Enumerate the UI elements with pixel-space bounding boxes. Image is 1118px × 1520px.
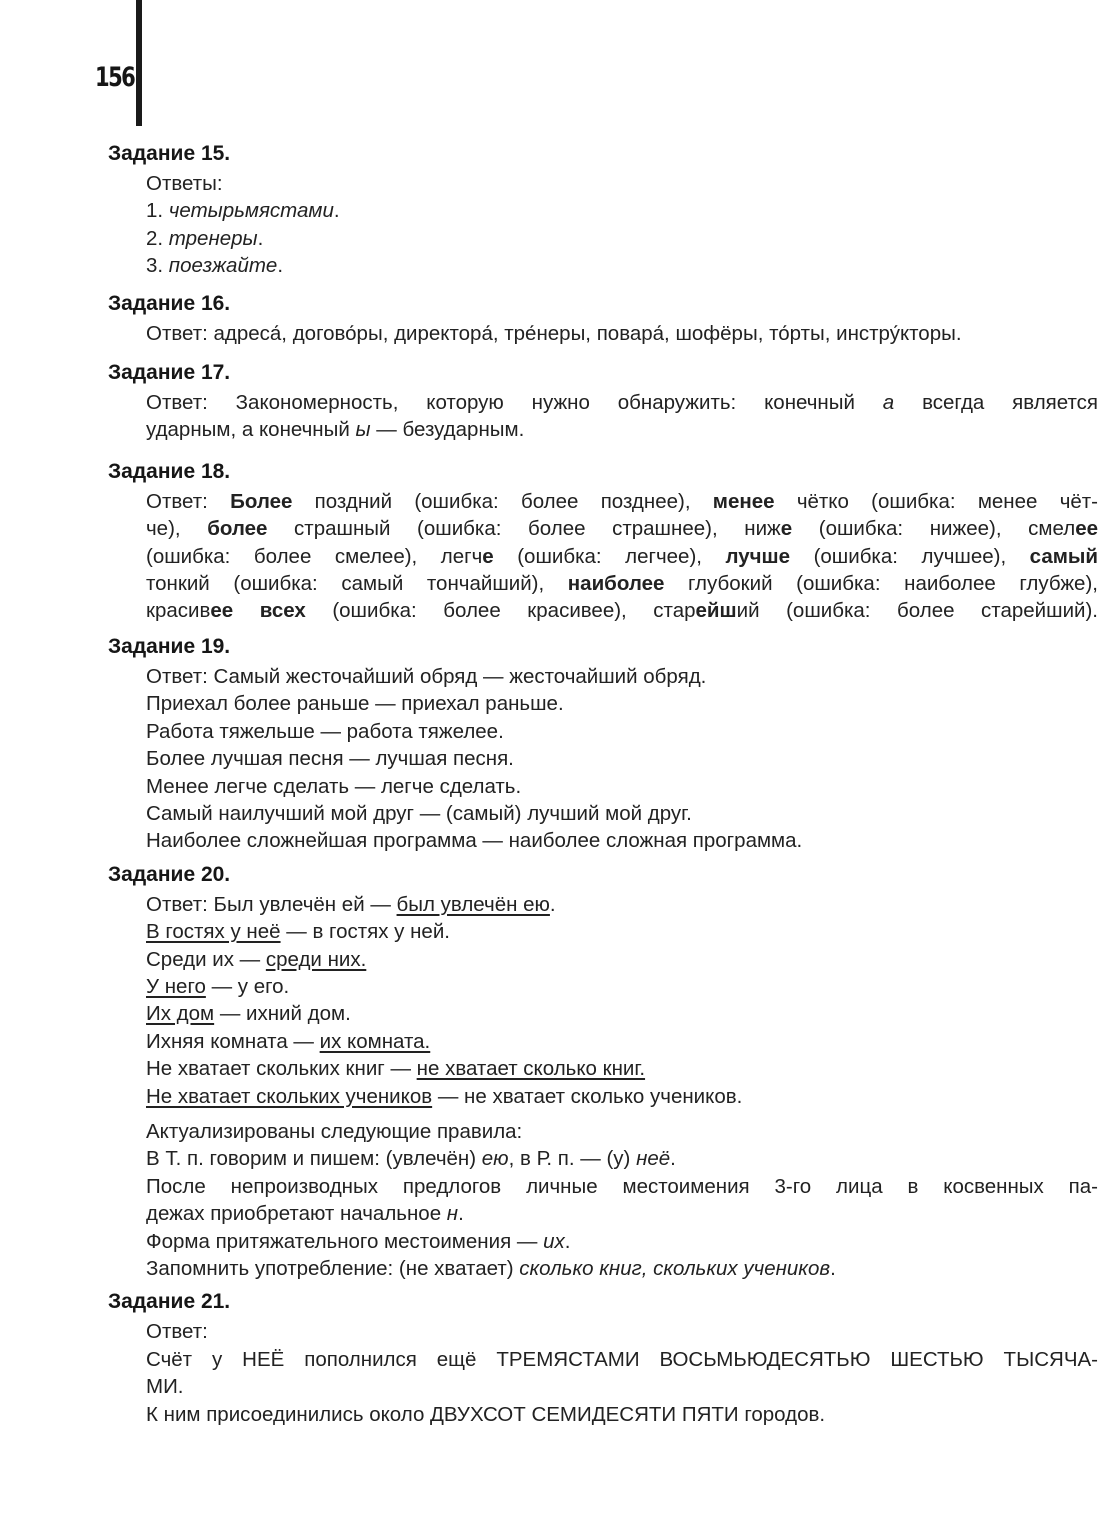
task-16-title: Задание 16.	[108, 291, 231, 315]
task-18-line-4: тонкий (ошибка: самый тончайший), наиболее глубокий (ошибка: наиболее глубже),	[146, 572, 1098, 596]
list-item: 1. четырьмястами.	[146, 199, 340, 223]
task-21-line-3: К ним присоединились около ДВУХСОТ СЕМИДЕСЯТИ ПЯТИ городов.	[146, 1402, 826, 1426]
task-17-line-2: ударным, а конечный ы — безударным.	[146, 418, 525, 442]
task-16-body	[146, 320, 1098, 347]
list-item: Не хватает скольких учеников — не хватает сколько учеников.	[146, 1084, 743, 1108]
rule-line: Форма притяжательного местоимения — их.	[146, 1229, 571, 1253]
task-21-body	[146, 1318, 1098, 1428]
task-21-intro: Ответ:	[146, 1320, 208, 1344]
task-17-body	[146, 389, 1098, 444]
task-17	[108, 359, 1098, 444]
task-20-rules-intro: Актуализированы следующие правила:	[146, 1119, 523, 1143]
task-15-title: Задание 15.	[108, 142, 231, 165]
list-item: Работа тяжельше — работа тяжелее.	[146, 719, 504, 743]
list-item: Их дом — ихний дом.	[146, 1002, 351, 1026]
list-item: Самый наилучший мой друг — (самый) лучший мой друг.	[146, 801, 692, 825]
task-18-line-1: Ответ: Более поздний (ошибка: более позднее), менее чётко (ошибка: менее чёт-	[146, 489, 1098, 513]
task-20-title: Задание 20.	[108, 862, 231, 886]
rule-line: дежах приобретают начальное н.	[146, 1202, 464, 1226]
list-item: Приехал более раньше — приехал раньше.	[146, 692, 564, 716]
list-item: У него — у его.	[146, 974, 290, 998]
task-19-title: Задание 19.	[108, 634, 231, 658]
list-item: Ответ: Был увлечён ей — был увлечён ею.	[146, 892, 556, 916]
task-21-line-2: МИ.	[146, 1375, 184, 1399]
task-16-answer: Ответ: адреса́, догово́ры, директора́, тре́неры, повара́, шофёры, то́рты, инстру́кторы.	[146, 321, 962, 345]
list-item: Не хватает скольких книг — не хватает сколько книг.	[146, 1057, 646, 1081]
list-item: Более лучшая песня — лучшая песня.	[146, 747, 514, 771]
list-item: Ихняя комната — их комната.	[146, 1029, 431, 1053]
rule-line: В Т. п. говорим и пишем: (увлечён) ею, в Р. п. — (у) неё.	[146, 1147, 676, 1171]
answers-content	[108, 140, 1098, 1436]
task-19	[108, 633, 1098, 855]
task-18-body	[146, 488, 1098, 625]
page-margin-rule	[136, 0, 142, 126]
task-17-line-1: Ответ: Закономерность, которую нужно обнаружить: конечный а всегда является	[146, 391, 1098, 415]
list-item: 2. тренеры.	[146, 226, 264, 250]
task-19-body	[146, 663, 1098, 855]
list-item: Наиболее сложнейшая программа — наиболее сложная программа.	[146, 829, 803, 853]
task-17-title: Задание 17.	[108, 361, 231, 385]
list-item: 3. поезжайте.	[146, 254, 284, 278]
task-21-line-1: Счёт у НЕЁ пополнился ещё ТРЕМЯСТАМИ ВОСЬМЬЮДЕСЯТЬЮ ШЕСТЬЮ ТЫСЯЧА-	[146, 1347, 1098, 1371]
task-18-line-5: красивее всех (ошибка: более красивее), старейший (ошибка: более старейший).	[146, 599, 1098, 623]
list-item: Ответ: Самый жесточайший обряд — жесточайший обряд.	[146, 664, 707, 688]
task-18-line-3: (ошибка: более смелее), легче (ошибка: легчее), лучше (ошибка: лучшее), самый	[146, 544, 1098, 568]
task-15-body	[146, 170, 1098, 280]
task-18-line-2: че), более страшный (ошибка: более страшнее), ниже (ошибка: нижее), смелее	[146, 517, 1098, 541]
page-number: 156	[95, 62, 135, 93]
task-21-title: Задание 21.	[108, 1290, 231, 1314]
task-16	[108, 290, 1098, 347]
task-15-intro: Ответы:	[146, 172, 223, 195]
rule-line: Запомнить употребление: (не хватает) сколько книг, скольких учеников.	[146, 1257, 836, 1280]
spacer	[146, 1110, 1098, 1118]
task-20-body	[146, 891, 1098, 1283]
list-item: Среди их — среди них.	[146, 947, 367, 971]
list-item: Менее легче сделать — легче сделать.	[146, 774, 522, 798]
task-21	[108, 1288, 1098, 1428]
task-20	[108, 861, 1098, 1283]
rule-line: После непроизводных предлогов личные местоимения 3-го лица в косвенных па-	[146, 1174, 1098, 1198]
task-18-title: Задание 18.	[108, 459, 231, 483]
task-18	[108, 458, 1098, 625]
list-item: В гостях у неё — в гостях у ней.	[146, 920, 450, 944]
task-15	[108, 140, 1098, 280]
